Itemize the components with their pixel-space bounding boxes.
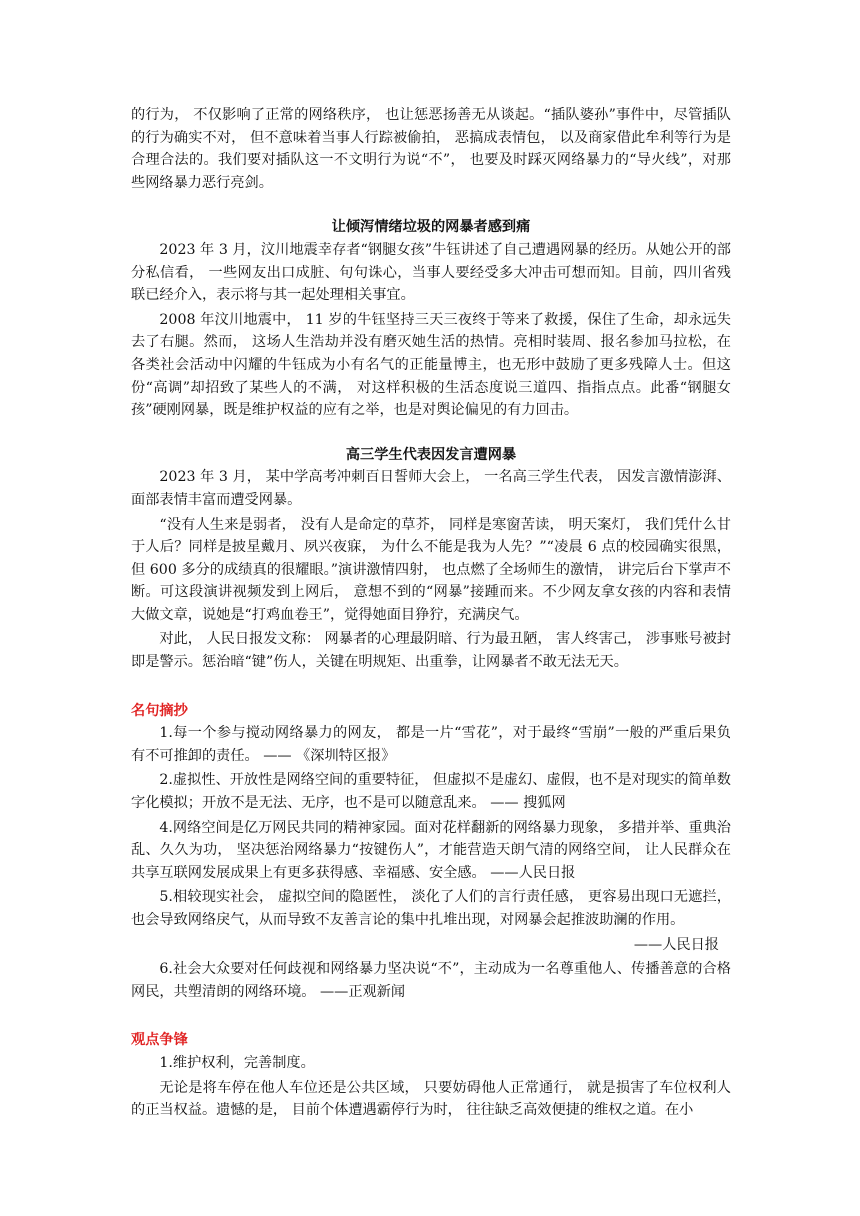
section2-paragraph-2: “没有人生来是弱者， 没有人是命定的草芥， 同样是寒窗苦读， 明天案灯， 我们凭什么甘于人后？同样是披星戴月、夙兴夜寐， 为什么不能是我为人先？”“凌晨 6 点的校园确实很黑， 但 600 多分的成绩真的很耀眼。”演讲激情四射， 也点燃了全场师生的激情， 讲完后台下掌声不断。可这段演讲视频发到上网后， 意想不到的“网暴”接踵而来。不少网友拿女孩的内容和表情大做文章，说她是“打鸡血卷王”，觉得她面目狰狞，充满戾气。 [131,516,731,623]
quote-5-source: ——人民日报 [633,936,719,953]
views-heading: 观点争锋 [131,1032,188,1049]
section-title-1: 让倾泻情绪垃圾的网暴者感到痛 [331,219,531,236]
quotes-heading: 名句摘抄 [131,702,188,719]
quote-6: 6.社会大众要对任何歧视和网络暴力坚决说“不”，主动成为一名尊重他人、传播善意的合格网民，共塑清朗的网络环境。 ——正观新闻 [131,961,731,1000]
section1-paragraph-2: 2008 年汶川地震中， 11 岁的牛钰坚持三天三夜终于等来了救援，保住了生命，却永远失去了右腿。然而， 这场人生浩劫并没有磨灭她生活的热情。亮相时装周、报名参加马拉松，在各类社会活动中闪耀的牛钰成为小有名气的正能量博主，也无形中鼓励了更多残障人士。但这份“高调”却招致了某些人的不满， 对这样积极的生活态度说三道四、指指点点。此番“钢腿女孩”硬刚网暴，既是维护权益的应有之举，也是对舆论偏见的有力回击。 [131,311,731,419]
section2-paragraph-3: 对此， 人民日报发文称： 网暴者的心理最阴暗、行为最丑陋， 害人终害己， 涉事账号被封即是警示。惩治暗“键”伤人，关键在明规矩、出重拳，让网暴者不敢无法无天。 [131,631,731,671]
quote-2: 2.虚拟性、开放性是网络空间的重要特征， 但虚拟不是虚幻、虚假，也不是对现实的简单数字化模拟；开放不是无法、无序，也不是可以随意乱来。 —— 搜狐网 [131,772,731,812]
document-body [131,104,731,1124]
intro-paragraph: 的行为， 不仅影响了正常的网络秩序， 也让惩恶扬善无从谈起。“插队婆孙”事件中，尽管插队的行为确实不对， 但不意味着当事人行踪被偷拍， 恶搞成表情包， 以及商家借此牟利等行为是合理合法的。我们要对插队这一不文明行为说“不”， 也要及时踩灭网络暴力的“导火线”，对那些网络暴力恶行亮剑。 [131,107,731,191]
quote-5: 5.相较现实社会， 虚拟空间的隐匿性， 淡化了人们的言行责任感， 更容易出现口无遮拦，也会导致网络戾气，从而导致不友善言论的集中扎堆出现，对网暴会起推波助澜的作用。 [131,889,731,928]
quote-1: 1.每一个参与搅动网络暴力的网友， 都是一片“雪花”，对于最终“雪崩”一般的严重后果负有不可推卸的责任。 —— 《深圳特区报》 [131,725,731,764]
section2-paragraph-1: 2023 年 3 月， 某中学高考冲刺百日誓师大会上， 一名高三学生代表， 因发言激情澎湃、面部表情丰富而遭受网暴。 [131,469,731,508]
section-title-2: 高三学生代表因发言遭网暴 [345,446,517,463]
quote-4: 4.网络空间是亿万网民共同的精神家园。面对花样翻新的网络暴力现象， 多措并举、重典治乱、久久为功， 坚决惩治网络暴力“按键伤人”，才能营造天朗气清的网络空间， 让人民群众在共享互联网发展成果上有更多获得感、幸福感、安全感。 ——人民日报 [131,819,731,881]
section1-paragraph-1: 2023 年 3 月，汶川地震幸存者“钢腿女孩”牛钰讲述了自己遭遇网暴的经历。从她公开的部分私信看， 一些网友出口成脏、句句诛心，当事人要经受多大冲击可想而知。目前，四川省残联已经介入，表示将与其一起处理相关事宜。 [131,241,731,304]
views-paragraph-1: 无论是将车停在他人车位还是公共区域， 只要妨碍他人正常通行， 就是损害了车位权利人的正当权益。遗憾的是， 目前个体遭遇霸停行为时， 往往缺乏高效便捷的维权之道。在小 [131,1079,731,1119]
views-item-1: 1.维护权利，完善制度。 [159,1054,315,1071]
